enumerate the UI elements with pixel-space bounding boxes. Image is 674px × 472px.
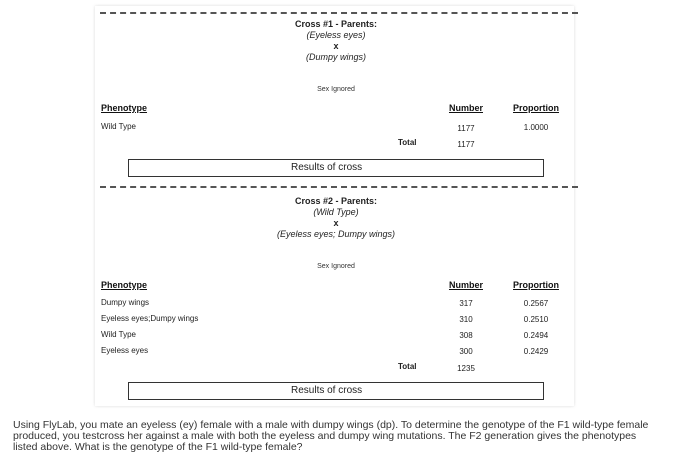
cross2-results-label: Results of cross <box>291 385 363 396</box>
table-row-phenotype: Eyeless eyes;Dumpy wings <box>101 314 199 323</box>
cross2-header-phenotype: Phenotype <box>101 280 148 290</box>
cross2-results-box[interactable] <box>128 382 544 400</box>
table-row-proportion: 0.2510 <box>523 315 549 324</box>
cross1-title: Cross #1 - Parents: <box>294 19 378 29</box>
cross2-header-number: Number <box>448 280 483 290</box>
cross1-cross-symbol: x <box>333 41 339 51</box>
cross1-parent2: (Dumpy wings) <box>305 52 366 62</box>
cross2-title: Cross #2 - Parents: <box>294 196 378 206</box>
cross1-sex-note: Sex Ignored <box>317 86 355 93</box>
table-row-number: 1177 <box>457 124 475 133</box>
cross1-parents <box>160 19 512 63</box>
table-row-phenotype: Wild Type <box>101 122 136 131</box>
table-row-proportion: 1.0000 <box>523 123 549 132</box>
dashed-divider <box>100 12 578 14</box>
cross1-header-phenotype: Phenotype <box>101 103 148 113</box>
cross1-total-label: Total <box>398 138 417 147</box>
cross1-header-proportion: Proportion <box>513 103 559 113</box>
table-row-proportion: 0.2567 <box>523 299 549 308</box>
cross2-total-label: Total <box>398 362 417 371</box>
question-text: Using FlyLab, you mate an eyeless (ey) female with a male with dumpy wings (dp). To determine the genotype of the F1 wild-type female produced, you testcross her against a male with both the eyeless and dumpy wing mutations. The F2 generation gives the phenotypes listed above. What is the genotype of the F1 wild-type female? <box>13 419 649 453</box>
cross2-parent1: (Wild Type) <box>313 207 359 217</box>
cross1-results-box[interactable] <box>128 159 544 177</box>
table-row-number: 310 <box>459 315 473 324</box>
cross2-total-value: 1235 <box>457 364 475 373</box>
table-row-phenotype: Eyeless eyes <box>101 346 149 355</box>
cross1-header-number: Number <box>448 103 483 113</box>
table-row-proportion: 0.2429 <box>523 347 549 356</box>
table-row-number: 308 <box>459 331 473 340</box>
cross1-results-label: Results of cross <box>291 162 363 173</box>
table-row-proportion: 0.2494 <box>523 331 549 340</box>
cross2-parents <box>160 196 512 240</box>
table-row-number: 300 <box>459 347 473 356</box>
cross2-cross-symbol: x <box>333 218 339 228</box>
dashed-divider <box>100 186 578 188</box>
cross2-header-proportion: Proportion <box>513 280 559 290</box>
cross1-parent1: (Eyeless eyes) <box>306 30 366 40</box>
table-row-number: 317 <box>459 299 473 308</box>
table-row-phenotype: Wild Type <box>101 330 136 339</box>
cross1-total-value: 1177 <box>457 140 475 149</box>
table-row-phenotype: Dumpy wings <box>101 298 150 307</box>
cross2-parent2: (Eyeless eyes; Dumpy wings) <box>276 229 396 239</box>
cross2-sex-note: Sex Ignored <box>317 263 355 270</box>
